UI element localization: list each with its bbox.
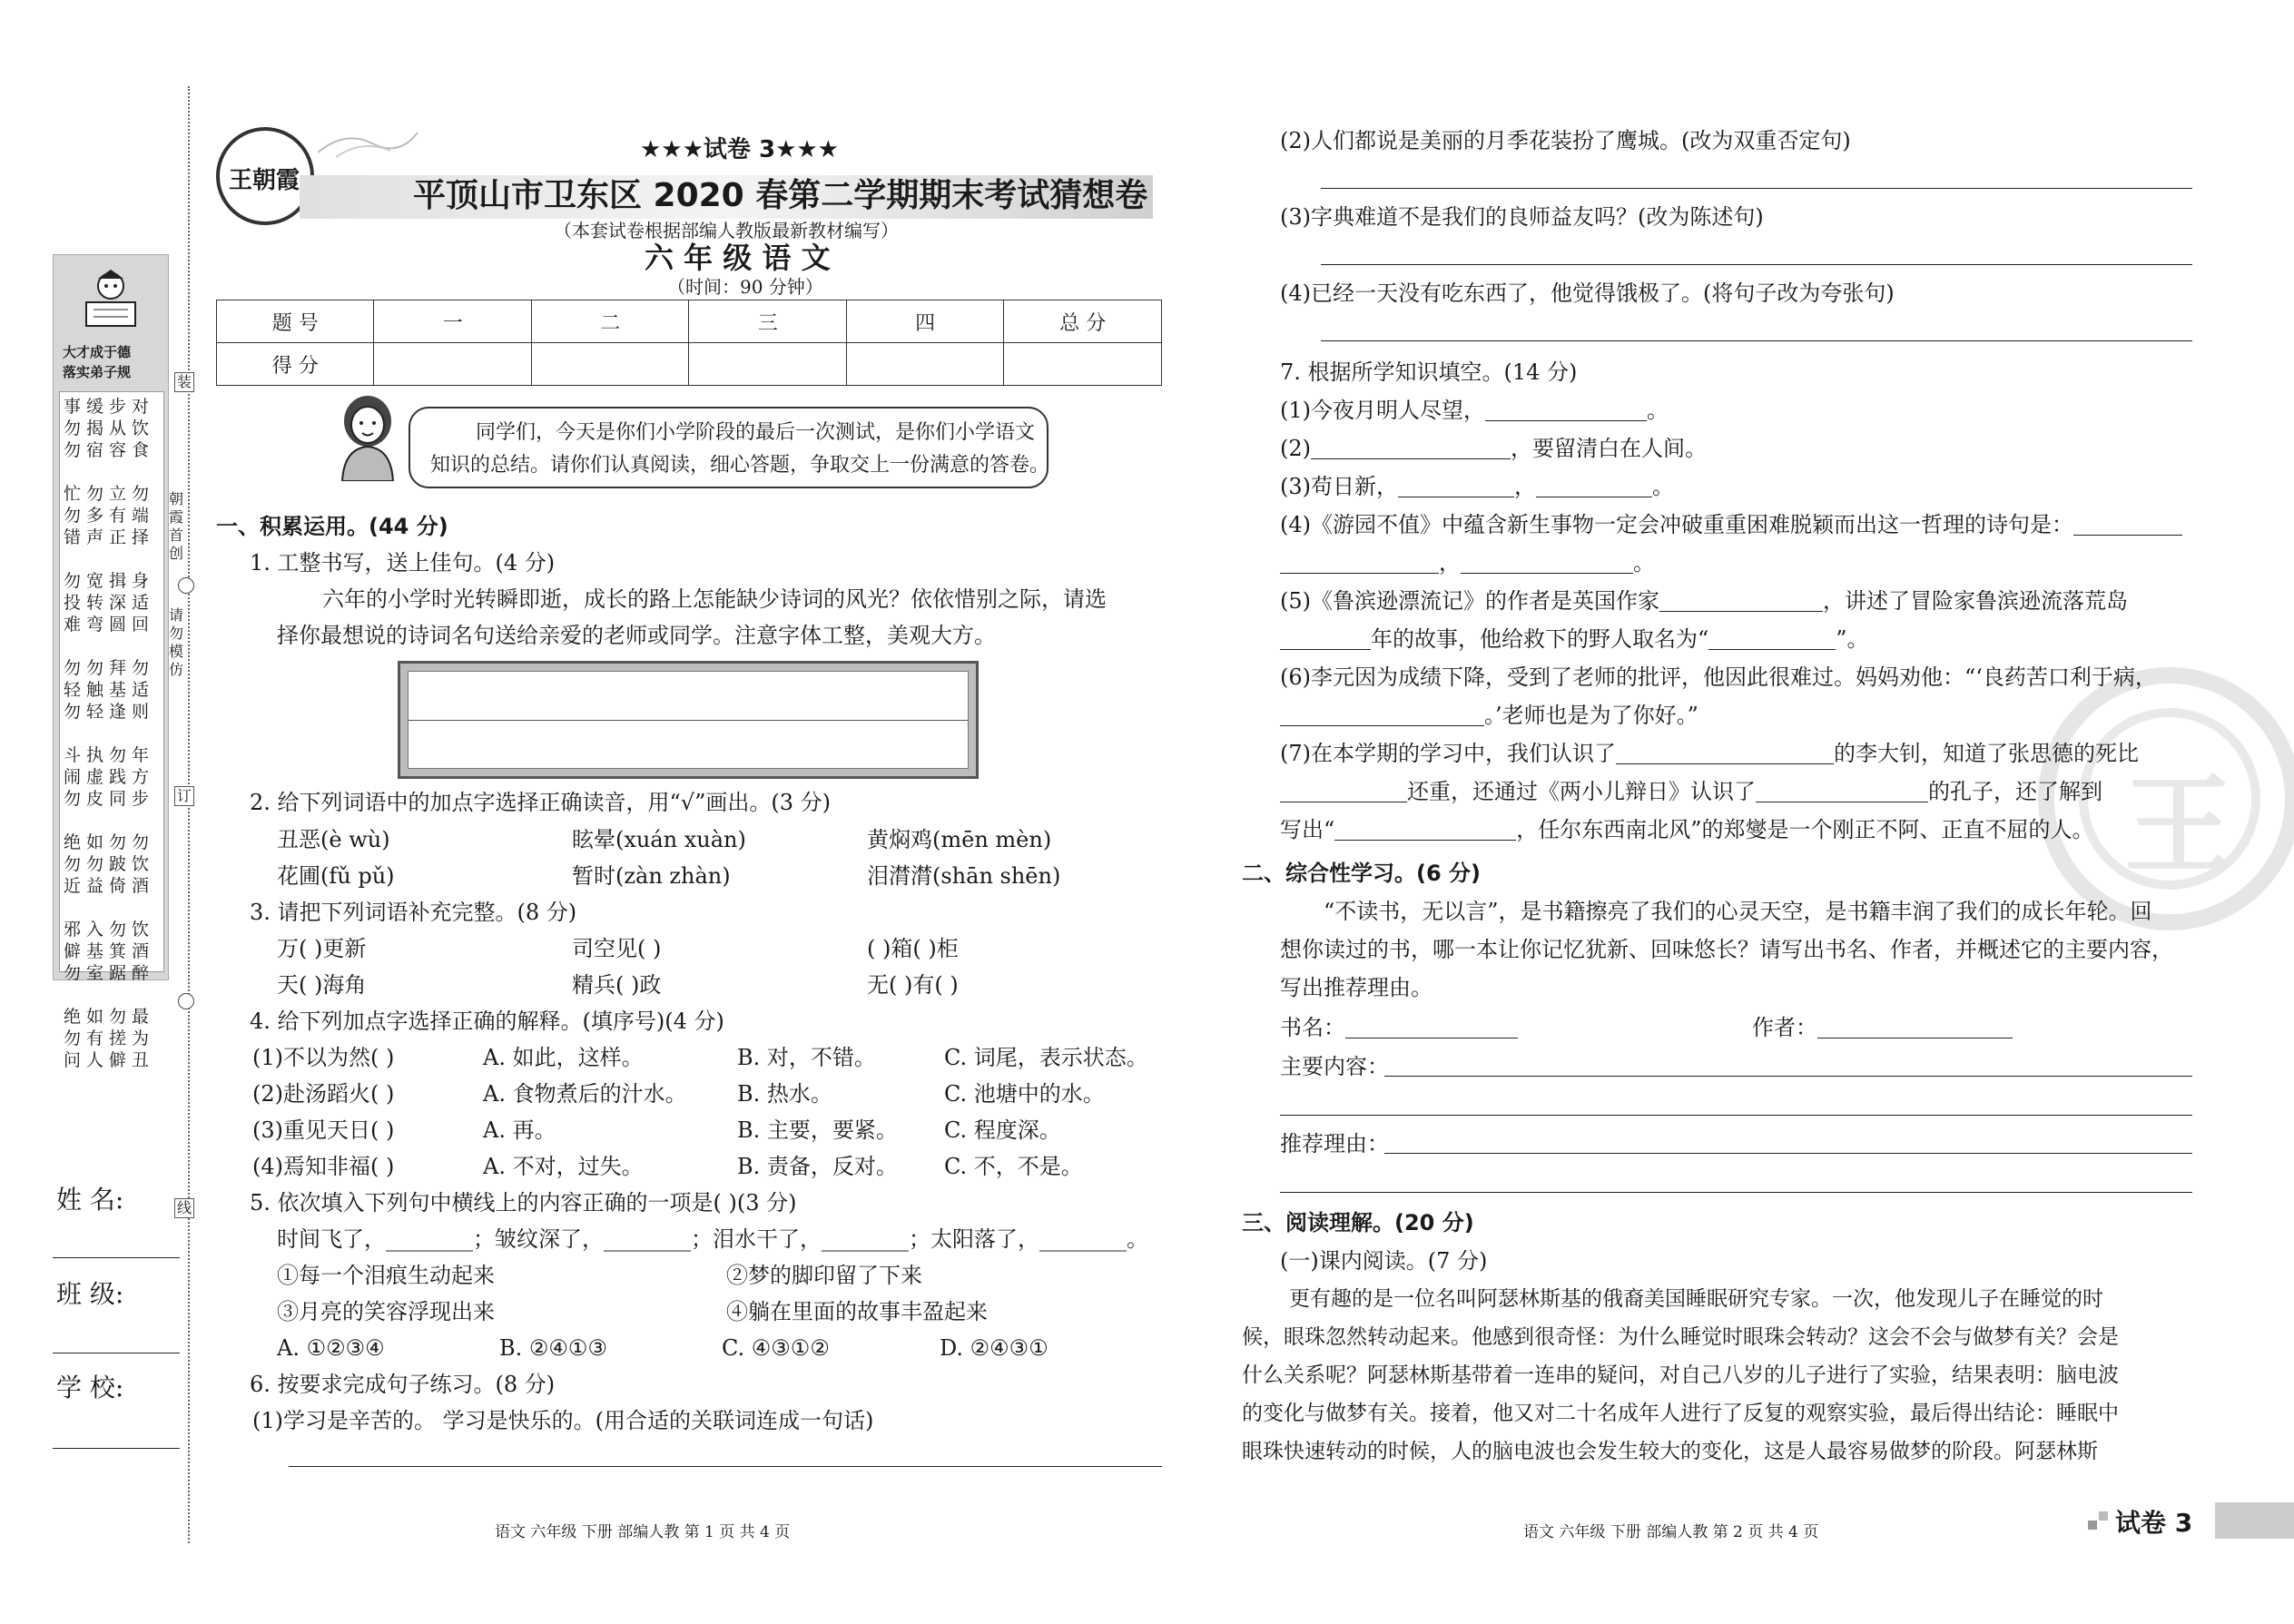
scholar-figure-icon — [81, 266, 141, 331]
logo-text: 王朝霞 — [229, 167, 300, 194]
corner-paper-tag: 试卷 3 — [2115, 1508, 2193, 1538]
page-footer-right: 语文 六年级 下册 部编人教 第 2 页 共 4 页 — [1523, 1523, 1819, 1541]
scissors-icon-2 — [178, 993, 194, 1009]
name-label: 姓 名: — [56, 1185, 124, 1215]
q5-option: ②梦的脚印留了下来 — [726, 1263, 922, 1288]
score-table-row — [217, 343, 1162, 386]
motto-bottom: 落实弟子规 — [63, 364, 132, 380]
q2-item: 暂时(zàn zhàn) — [572, 863, 731, 889]
q7-7-text-e: 写出“ — [1280, 817, 1335, 842]
motto-rules — [59, 391, 164, 1070]
q1-answer-area[interactable] — [408, 671, 969, 769]
q7-6-blank[interactable] — [1280, 706, 1484, 726]
section-2-heading: 二、综合性学习。(6 分) — [1242, 861, 1481, 886]
reading-line-2: 候，眼珠忽然转动起来。他感到很奇怪：为什么睡觉时眼珠会转动？这会不会与做梦有关？会是 — [1242, 1325, 2119, 1349]
q4-cell: A. 不对，过失。 — [483, 1154, 644, 1179]
book-input[interactable] — [1345, 1019, 1518, 1038]
q2-item: 丑恶(è wù) — [277, 827, 390, 852]
q7-3-text: (3)苟日新， — [1280, 474, 1398, 499]
school-label: 学 校: — [56, 1373, 124, 1403]
q7-4-end: 。 — [1633, 550, 1655, 576]
q5-line: 时间飞了，________；皱纹深了，________；泪水干了，________；太阳落了，________。 — [277, 1226, 1148, 1252]
q3-item: 司空见( ) — [572, 936, 662, 961]
q4-title: 4. 给下列加点字选择正确的解释。(填序号)(4 分) — [250, 1009, 724, 1034]
score-input[interactable] — [1004, 343, 1162, 386]
q3-title: 3. 请把下列词语补充完整。(8 分) — [250, 900, 577, 925]
q1-text-1: 六年的小学时光转瞬即逝，成长的路上怎能缺少诗词的风光？依依惜别之际，请选 — [322, 586, 1107, 612]
sec3-sub-heading: (一)课内阅读。(7 分) — [1280, 1248, 1488, 1274]
score-cell: 三 — [689, 300, 846, 343]
q6-4-answer-line[interactable] — [1321, 340, 2192, 341]
school-field[interactable] — [53, 1448, 180, 1449]
q7-item-2 — [1280, 438, 1707, 459]
q7-item-6-line2 — [1280, 704, 1698, 726]
page-title: 平顶山市卫东区 2020 春第二学期期末考试猜想卷 — [413, 177, 1148, 214]
scissors-icon — [178, 577, 194, 594]
q2-item: 泪潸潸(shān shēn) — [867, 863, 1061, 889]
q4-cell: (4)焉知非福( ) — [252, 1154, 395, 1179]
reason-line-1[interactable] — [1384, 1153, 2192, 1154]
q3-item: 天( )海角 — [277, 972, 367, 998]
q5-choice: D. ②④③① — [940, 1335, 1049, 1361]
score-table-row — [217, 300, 1162, 343]
score-cell: 得 分 — [217, 343, 374, 386]
reading-line-4: 的变化与做梦有关。接着，他又对二十名成年人进行了反复的观察实验，最后得出结论：睡眠中 — [1242, 1402, 2119, 1425]
q7-4-text: (4)《游园不值》中蕴含新生事物一定会冲破重重困难脱颖而出这一哲理的诗句是： — [1280, 512, 2073, 537]
q5-option: ④躺在里面的故事丰盈起来 — [726, 1299, 988, 1324]
q7-7-blank-b[interactable] — [1280, 782, 1407, 802]
watermark-stamp-inner — [2079, 708, 2260, 890]
section-3-heading: 三、阅读理解。(20 分) — [1242, 1210, 1474, 1235]
sec2-text-2: 想你读过的书，哪一本让你记忆犹新、回味悠长？请写出书名、作者，并概述它的主要内容， — [1280, 937, 2173, 962]
q5-option: ③月亮的笑容浮现出来 — [277, 1299, 495, 1324]
q6-item-2: (2)人们都说是美丽的月季花装扮了鹰城。(改为双重否定句) — [1280, 128, 1851, 153]
motto-top: 大才成于德 — [63, 344, 132, 360]
q1-text-2: 择你最想说的诗词名句送给亲爱的老师或同学。注意字体工整，美观大方。 — [277, 623, 996, 648]
q7-4-blank-b[interactable] — [1280, 554, 1439, 574]
cut-mark-2: 朝霞首创 — [169, 490, 184, 562]
paper-tag: ★★★试卷 3★★★ — [640, 136, 839, 163]
q5-choice: A. ①②③④ — [277, 1335, 385, 1361]
score-table — [216, 300, 1162, 386]
q7-1-end: 。 — [1647, 398, 1669, 423]
q4-cell: B. 责备，反对。 — [737, 1154, 898, 1179]
q7-item-7-line3 — [1280, 819, 2094, 841]
author-input[interactable] — [1817, 1019, 2013, 1038]
q6-item-4: (4)已经一天没有吃东西了，他觉得饿极了。(将句子改为夸张句) — [1280, 281, 1895, 306]
cut-mark-5: 线 — [174, 1198, 194, 1218]
q7-3-blank-b[interactable] — [1536, 477, 1652, 497]
q7-3-sep: ， — [1514, 474, 1536, 499]
q7-item-4 — [1280, 514, 2182, 536]
q2-item: 花圃(fǔ pǔ) — [277, 863, 395, 889]
q5-choice: C. ④③①② — [722, 1335, 830, 1361]
score-input[interactable] — [374, 343, 531, 386]
q7-5-blank-c[interactable] — [1708, 630, 1836, 650]
q7-7-text-a: (7)在本学期的学习中，我们认识了 — [1280, 741, 1616, 766]
q7-item-6: (6)李元因为成绩下降，受到了老师的批评，他因此很难过。妈妈劝他：“‘良药苦口利于病， — [1280, 664, 2157, 690]
intro-line-1: 同学们，今天是你们小学阶段的最后一次测试，是你们小学语文 — [476, 421, 1036, 444]
book-label: 书名： — [1280, 1015, 1345, 1040]
q7-title: 7. 根据所学知识填空。(14 分) — [1280, 359, 1578, 385]
q1-title: 1. 工整书写，送上佳句。(4 分) — [250, 550, 556, 576]
q4-cell: B. 主要，要紧。 — [737, 1117, 898, 1143]
sec2-text-3: 写出推荐理由。 — [1280, 975, 1433, 1000]
sidebar-motto-box — [53, 254, 169, 1070]
q3-item: 万( )更新 — [277, 936, 367, 961]
q7-7-text-b: 的李大钊，知道了张思德的死比 — [1834, 741, 2139, 766]
q7-7-text-f: ，任尔东西南北风”的郑燮是一个刚正不阿、正直不屈的人。 — [1516, 817, 2094, 842]
stamp-glyph: 王 — [2124, 763, 2233, 890]
name-field[interactable] — [53, 1257, 180, 1258]
class-label: 班 级: — [56, 1279, 124, 1309]
q5-choice: B. ②④①③ — [499, 1335, 607, 1361]
cut-mark-1: 装 — [174, 372, 194, 392]
q7-item-5-line2 — [1280, 628, 1869, 650]
q7-1-text: (1)今夜月明人尽望， — [1280, 398, 1485, 423]
corner-tab — [2215, 1502, 2294, 1539]
author-field — [1752, 1017, 2013, 1038]
q3-item: ( )箱( )柜 — [867, 936, 959, 961]
q6-3-answer-line[interactable] — [1321, 264, 2192, 265]
q6-item-3: (3)字典难道不是我们的良师益友吗？(改为陈述句) — [1280, 204, 1764, 230]
q2-item: 黄焖鸡(mēn mèn) — [867, 827, 1052, 852]
q4-cell: (2)赴汤蹈火( ) — [252, 1081, 395, 1107]
q6-item-1: (1)学习是辛苦的。 学习是快乐的。(用合适的关联词连成一句话) — [252, 1408, 874, 1433]
teacher-avatar-icon — [331, 390, 404, 481]
q2-title: 2. 给下列词语中的加点字选择正确读音，用“√”画出。(3 分) — [250, 790, 831, 815]
q4-cell: C. 程度深。 — [944, 1117, 1061, 1143]
q7-item-5 — [1280, 590, 2128, 612]
q5-title: 5. 依次填入下列句中横线上的内容正确的一项是( )(3 分) — [250, 1190, 797, 1216]
q4-cell: A. 食物煮后的汁水。 — [483, 1081, 687, 1107]
reason-label: 推荐理由： — [1280, 1131, 1389, 1156]
q7-2-prefix: (2) — [1280, 436, 1311, 461]
author-label: 作者： — [1752, 1015, 1817, 1040]
q7-5-text-c: 年的故事，他给救下的野人取名为“ — [1371, 626, 1709, 652]
q7-4-sep: ， — [1439, 550, 1461, 576]
subtitle: （本套试卷根据部编人教版最新教材编写） — [554, 220, 899, 241]
q7-item-1 — [1280, 399, 1669, 421]
score-input[interactable] — [689, 343, 846, 386]
content-line-2[interactable] — [1280, 1115, 2192, 1116]
q6-answer-line[interactable] — [289, 1466, 1162, 1467]
q4-cell: A. 再。 — [483, 1117, 556, 1143]
intro-line-2: 知识的总结。请你们认真阅读，细心答题，争取交上一份满意的答卷。 — [430, 454, 1050, 477]
q7-7-text-c: 还重，还通过《两小儿辩日》认识了 — [1407, 779, 1756, 804]
reading-line-1: 更有趣的是一位名叫阿瑟林斯基的俄裔美国睡眠研究专家。一次，他发现儿子在睡觉的时 — [1289, 1287, 2103, 1311]
q7-7-blank-a[interactable] — [1616, 744, 1834, 764]
grade-subject: 六 年 级 语 文 — [645, 241, 831, 275]
exam-time: （时间：90 分钟） — [667, 276, 823, 298]
score-cell: 一 — [374, 300, 531, 343]
ribbon-decor — [318, 125, 418, 162]
score-input[interactable] — [531, 343, 688, 386]
intro-speech-bubble — [409, 407, 1049, 488]
q7-4-blank-a[interactable] — [2073, 516, 2182, 536]
q4-cell: B. 热水。 — [737, 1081, 832, 1107]
score-input[interactable] — [846, 343, 1003, 386]
q5-option: ①每一个泪痕生动起来 — [277, 1263, 495, 1288]
corner-squares-icon — [2088, 1510, 2110, 1531]
q7-2-blank[interactable] — [1311, 439, 1511, 459]
cut-mark-3: 请勿模仿 — [169, 606, 184, 678]
q7-item-7-line2 — [1280, 781, 2102, 802]
reading-line-3: 什么关系呢？阿瑟林斯基带着一连串的疑问，对自己八岁的儿子进行了实验，结果表明：脑电波 — [1242, 1363, 2119, 1387]
q7-5-blank-b[interactable] — [1280, 630, 1371, 650]
q7-6-text: 。’老师也是为了你好。” — [1484, 703, 1698, 728]
q7-2-text: ，要留清白在人间。 — [1511, 436, 1707, 461]
q6-title: 6. 按要求完成句子练习。(8 分) — [250, 1372, 556, 1397]
q7-3-blank-a[interactable] — [1398, 477, 1514, 497]
q7-7-blank-c[interactable] — [1756, 782, 1928, 802]
q4-cell: (1)不以为然( ) — [252, 1045, 395, 1070]
q3-item: 精兵( )政 — [572, 972, 662, 998]
answer-divider — [409, 720, 968, 721]
section-1-heading: 一、积累运用。(44 分) — [216, 514, 448, 539]
reading-line-5: 眼珠快速转动的时候，人的脑电波也会发生较大的变化，这是人最容易做梦的阶段。阿瑟林斯 — [1242, 1440, 2098, 1463]
q7-4-blank-c[interactable] — [1461, 554, 1633, 574]
cut-mark-4: 订 — [174, 786, 194, 806]
page-footer-left: 语文 六年级 下册 部编人教 第 1 页 共 4 页 — [495, 1523, 791, 1541]
cut-line — [188, 86, 190, 1543]
q4-cell: (3)重见天日( ) — [252, 1117, 395, 1143]
book-title-field — [1280, 1017, 1518, 1038]
q4-cell: C. 词尾，表示状态。 — [944, 1045, 1148, 1070]
q4-cell: C. 池塘中的水。 — [944, 1081, 1105, 1107]
q7-5-blank-a[interactable] — [1659, 592, 1823, 612]
q7-item-7 — [1280, 743, 2139, 764]
reason-line-2[interactable] — [1280, 1192, 2192, 1193]
q4-cell: B. 对，不错。 — [737, 1045, 876, 1070]
score-cell: 总 分 — [1004, 300, 1162, 343]
q7-7-text-d: 的孔子，还了解到 — [1928, 779, 2102, 804]
q7-5-text-a: (5)《鲁滨逊漂流记》的作者是英国作家 — [1280, 588, 1659, 614]
q3-item: 无( )有( ) — [867, 972, 959, 998]
score-cell: 二 — [531, 300, 688, 343]
q7-5-text-b: ，讲述了冒险家鲁滨逊流落荒岛 — [1823, 588, 2128, 614]
content-label: 主要内容： — [1280, 1054, 1389, 1079]
sec2-text-1: “不读书，无以言”，是书籍擦亮了我们的心灵天空，是书籍丰润了我们的成长年轮。回 — [1324, 899, 2152, 924]
score-cell: 题 号 — [217, 300, 374, 343]
q7-5-text-d: ”。 — [1836, 626, 1869, 652]
q2-item: 眩晕(xuán xuàn) — [572, 827, 746, 852]
q4-cell: A. 如此，这样。 — [483, 1045, 644, 1070]
q4-cell: C. 不，不是。 — [944, 1154, 1083, 1179]
score-cell: 四 — [846, 300, 1003, 343]
content-line-1[interactable] — [1384, 1076, 2192, 1077]
q7-item-3 — [1280, 476, 1674, 497]
q7-3-end: 。 — [1652, 474, 1674, 499]
q7-1-blank[interactable] — [1485, 401, 1647, 421]
q1-answer-box[interactable] — [398, 661, 979, 779]
q7-7-blank-d[interactable] — [1334, 821, 1516, 841]
q7-item-4-line2 — [1280, 552, 1655, 574]
q6-2-answer-line[interactable] — [1321, 188, 2192, 189]
motto-rules-text: 事缓步对 勿揭从饮 勿宿容食 忙勿立勿 勿多有端 错声正择 勿宽揖身 投转深适 难弯圆回 勿勿拜勿 轻触基适 勿轻逢则 斗执勿年 闹虚践方 勿皮同步 绝如勿勿 勿勿跛饮 近益倚酒 邪入勿饮 僻基箕酒 勿室踞醉 绝如勿最 勿有搓为 问人僻丑 — [64, 397, 155, 1070]
